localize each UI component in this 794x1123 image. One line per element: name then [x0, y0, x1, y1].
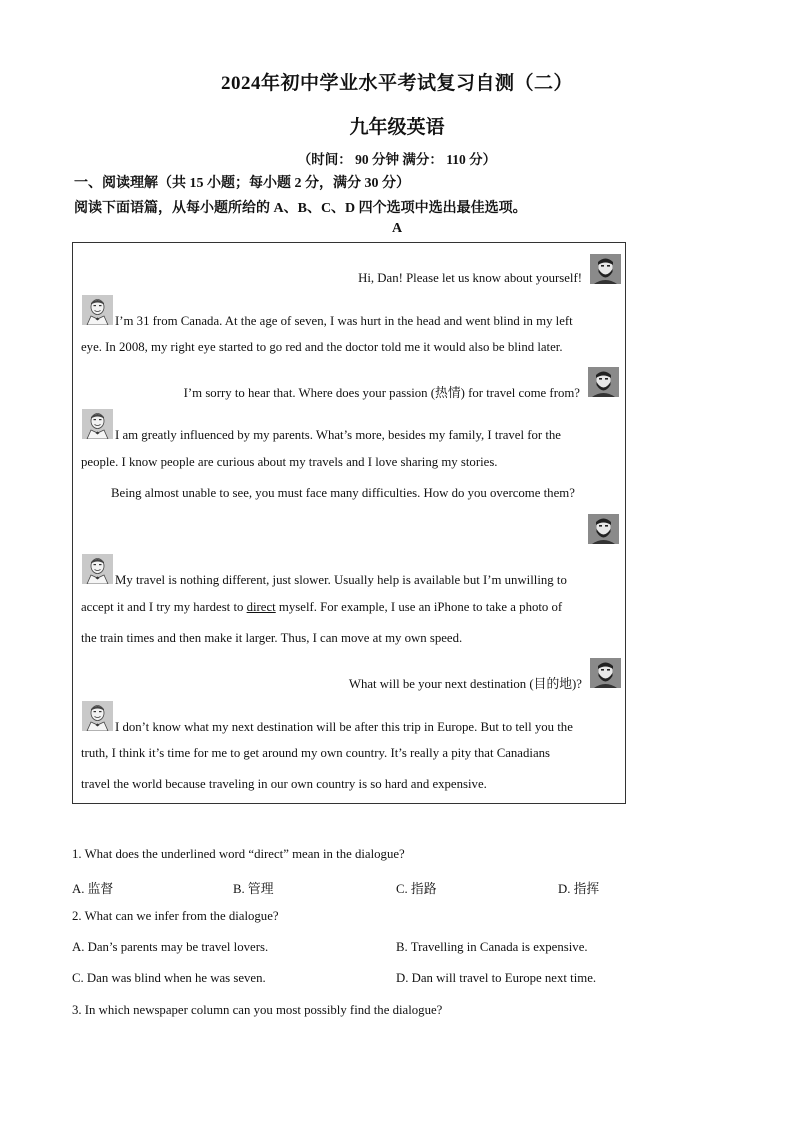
- section-heading: 一、阅读理解（共 15 小题；每小题 2 分，满分 30 分）: [74, 176, 410, 191]
- young-man-portrait-icon: [82, 409, 113, 439]
- bearded-man-portrait-icon: [590, 658, 621, 688]
- bearded-man-portrait-icon: [588, 514, 619, 544]
- instruction: 阅读下面语篇，从每小题所给的 A、B、C、D 四个选项中选出最佳选项。: [74, 201, 527, 216]
- time-info: （时间： 90 分钟 满分： 110 分）: [297, 152, 497, 167]
- question-1: 1. What does the underlined word “direct” mean in the dialogue?: [72, 847, 405, 861]
- dan-line-6b: [81, 601, 562, 614]
- underlined-word-direct: direct: [246, 600, 276, 614]
- interviewer-line-3: I’m sorry to hear that. Where does your passion (热情) for travel come from?: [183, 386, 580, 400]
- q2-option-a[interactable]: A. Dan’s parents may be travel lovers.: [72, 940, 269, 954]
- young-man-portrait-icon: [82, 295, 113, 325]
- dan-line-2a: I’m 31 from Canada. At the age of seven, I was hurt in the head and went blind in my left: [115, 314, 573, 328]
- q1-option-a[interactable]: A. 监督: [72, 882, 114, 896]
- bearded-man-portrait-icon: [590, 254, 621, 284]
- dan-line-8b: truth, I think it’s time for me to get around my own country. It’s really a pity that Canadians: [81, 746, 551, 760]
- dan-line-6c: the train times and then make it larger. Thus, I can move at my own speed.: [81, 631, 463, 645]
- exam-title: 2024年初中学业水平考试复习自测（二）: [220, 73, 573, 94]
- q2-option-c[interactable]: C. Dan was blind when he was seven.: [72, 971, 266, 985]
- interviewer-line-5: Being almost unable to see, you must face many difficulties. How do you overcome them?: [111, 486, 575, 500]
- dan-line-6b-pre: accept it and I try my hardest to: [81, 600, 247, 614]
- young-man-portrait-icon: [82, 701, 113, 731]
- interviewer-line-1: Hi, Dan! Please let us know about yourself!: [358, 271, 582, 285]
- question-2: 2. What can we infer from the dialogue?: [72, 909, 279, 923]
- dan-line-2b: eye. In 2008, my right eye started to go red and the doctor told me it would also be blind later.: [81, 340, 563, 354]
- bearded-man-portrait-icon: [588, 367, 619, 397]
- dan-line-8c: travel the world because traveling in our own country is so hard and expensive.: [81, 777, 487, 791]
- dan-line-4a: I am greatly influenced by my parents. What’s more, besides my family, I travel for the: [115, 428, 561, 442]
- q2-option-b[interactable]: B. Travelling in Canada is expensive.: [396, 940, 588, 954]
- q1-option-c[interactable]: C. 指路: [396, 882, 437, 896]
- q1-option-b[interactable]: B. 管理: [233, 882, 274, 896]
- q1-option-d[interactable]: D. 指挥: [558, 882, 600, 896]
- dan-line-4b: people. I know people are curious about my travels and I love sharing my stories.: [81, 455, 498, 469]
- question-3: 3. In which newspaper column can you most possibly find the dialogue?: [72, 1003, 443, 1017]
- dan-line-8a: I don’t know what my next destination will be after this trip in Europe. But to tell you the: [115, 720, 573, 734]
- q2-option-d[interactable]: D. Dan will travel to Europe next time.: [396, 971, 597, 985]
- passage-label: A: [391, 221, 403, 236]
- dan-line-6a: My travel is nothing different, just slower. Usually help is available but I’m unwilling to: [115, 573, 567, 587]
- young-man-portrait-icon: [82, 554, 113, 584]
- interviewer-line-7: What will be your next destination (目的地)?: [348, 677, 582, 691]
- exam-subtitle: 九年级英语: [349, 117, 445, 138]
- dan-line-6b-post: myself. For example, I use an iPhone to take a photo of: [275, 600, 563, 614]
